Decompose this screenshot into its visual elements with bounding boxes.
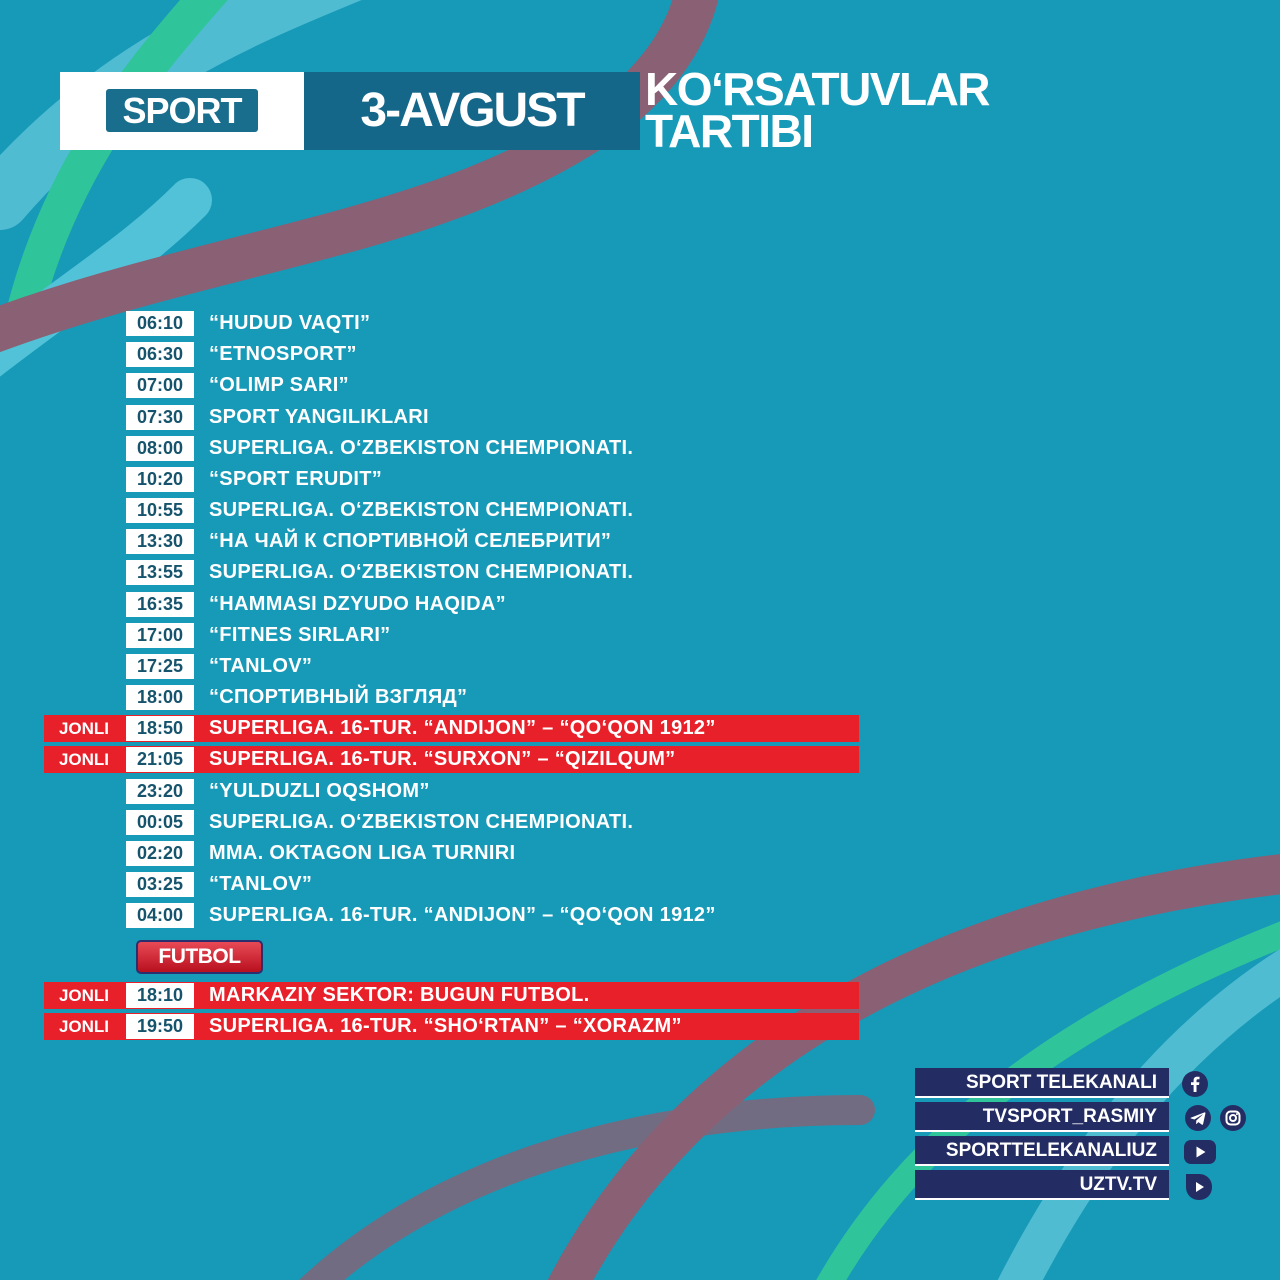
schedule-row: [0, 341, 860, 368]
show-title: “YULDUZLI OQSHOM”: [209, 779, 430, 802]
social-link-facebook[interactable]: [915, 1068, 1169, 1098]
schedule-row: [0, 404, 860, 431]
show-title: “HAMMASI DZYUDO HAQIDA”: [209, 592, 506, 615]
social-label: TVSPORT_RASMIY: [982, 1106, 1157, 1127]
show-title: “ETNOSPORT”: [209, 343, 357, 366]
show-time: 18:50: [126, 716, 194, 741]
show-title: SUPERLIGA. O‘ZBEKISTON CHEMPIONATI.: [209, 436, 634, 459]
show-title: “SPORT ERUDIT”: [209, 467, 383, 490]
show-time: 06:30: [126, 342, 194, 367]
social-label: UZTV.TV: [1079, 1174, 1157, 1195]
show-time: 03:25: [126, 872, 194, 897]
schedule-row: [0, 684, 860, 711]
social-link-telegram[interactable]: [915, 1102, 1169, 1132]
live-badge: JONLI: [58, 986, 110, 1005]
show-time: 07:30: [126, 405, 194, 430]
show-title: “FITNES SIRLARI”: [209, 623, 391, 646]
show-time: 18:10: [126, 983, 194, 1008]
live-badge: JONLI: [58, 750, 110, 770]
show-time: 21:05: [126, 747, 194, 772]
schedule-row-live: [0, 982, 860, 1009]
schedule-row: [0, 840, 860, 867]
schedule-row-live: [0, 1013, 860, 1040]
show-time: 06:10: [126, 311, 194, 336]
page-title: [645, 63, 990, 157]
show-title: “TANLOV”: [209, 873, 313, 896]
social-link-youtube[interactable]: [915, 1136, 1169, 1166]
social-link-uztv[interactable]: [915, 1170, 1169, 1200]
schedule-row: [0, 528, 860, 555]
show-time: 17:25: [126, 654, 194, 679]
show-time: 18:00: [126, 685, 194, 710]
show-title: SUPERLIGA. 16-TUR. “SHO‘RTAN” – “XORAZM”: [209, 1015, 682, 1037]
show-title: SUPERLIGA. 16-TUR. “ANDIJON” – “QO‘QON 1912”: [209, 904, 716, 927]
instagram-icon[interactable]: [1220, 1105, 1246, 1131]
show-time: 10:20: [126, 467, 194, 492]
bg-ring-mauve-1: [0, 0, 700, 340]
schedule-row: [0, 372, 860, 399]
show-title: SUPERLIGA. O‘ZBEKISTON CHEMPIONATI.: [209, 561, 634, 584]
facebook-icon[interactable]: [1182, 1071, 1208, 1097]
schedule-row-live: [0, 746, 860, 773]
show-title: “СПОРТИВНЫЙ ВЗГЛЯД”: [209, 686, 468, 709]
schedule-row: [0, 559, 860, 586]
show-time: 10:55: [126, 498, 194, 523]
show-time: 16:35: [126, 592, 194, 617]
show-title: “НА ЧАЙ К СПОРТИВНОЙ СЕЛЕБРИТИ”: [209, 530, 612, 553]
title-line-2: TARTIBI: [645, 105, 813, 157]
show-time: 17:00: [126, 623, 194, 648]
title-line-1: KO‘RSATUVLAR: [645, 63, 990, 115]
show-time: 02:20: [126, 841, 194, 866]
show-time: 13:55: [126, 560, 194, 585]
show-title: “OLIMP SARI”: [209, 374, 349, 397]
schedule-row: [0, 497, 860, 524]
show-time: 13:30: [126, 529, 194, 554]
show-title: SUPERLIGA. O‘ZBEKISTON CHEMPIONATI.: [209, 499, 634, 522]
schedule-row: [0, 871, 860, 898]
show-title: MARKAZIY SEKTOR: BUGUN FUTBOL.: [209, 984, 590, 1006]
schedule-row: [0, 435, 860, 462]
uztv-play-icon[interactable]: [1185, 1173, 1213, 1201]
schedule-row: [0, 466, 860, 493]
show-title: SUPERLIGA. 16-TUR. “ANDIJON” – “QO‘QON 1912”: [209, 717, 716, 740]
schedule-row: [0, 591, 860, 618]
show-time: 23:20: [126, 779, 194, 804]
show-title: SPORT YANGILIKLARI: [209, 405, 429, 428]
social-label: SPORT TELEKANALI: [965, 1072, 1157, 1093]
schedule-row: [0, 902, 860, 929]
show-time: 19:50: [126, 1014, 194, 1039]
schedule-row: [0, 809, 860, 836]
show-time: 08:00: [126, 436, 194, 461]
youtube-icon[interactable]: [1184, 1140, 1216, 1164]
date-panel: [304, 72, 640, 150]
show-time: 00:05: [126, 810, 194, 835]
futbol-channel-logo: FUTBOL: [136, 940, 263, 974]
show-title: SUPERLIGA. 16-TUR. “SURXON” – “QIZILQUM”: [209, 748, 676, 771]
show-title: “HUDUD VAQTI”: [209, 312, 371, 334]
schedule-row: [0, 778, 860, 805]
schedule-row-live: [0, 715, 860, 742]
schedule-row: [0, 653, 860, 680]
sport-logo: SPORT: [106, 89, 258, 132]
schedule-row: [0, 622, 860, 649]
date-label: 3-AVGUST: [360, 84, 584, 137]
telegram-icon[interactable]: [1185, 1105, 1211, 1131]
show-title: MMA. OKTAGON LIGA TURNIRI: [209, 841, 516, 864]
show-title: “TANLOV”: [209, 654, 313, 677]
live-badge: JONLI: [58, 1017, 110, 1036]
show-time: 07:00: [126, 373, 194, 398]
show-title: SUPERLIGA. O‘ZBEKISTON CHEMPIONATI.: [209, 810, 634, 833]
social-label: SPORTTELEKANALIUZ: [945, 1140, 1157, 1161]
live-badge: JONLI: [58, 719, 110, 739]
show-time: 04:00: [126, 903, 194, 928]
schedule-row: [0, 310, 860, 337]
